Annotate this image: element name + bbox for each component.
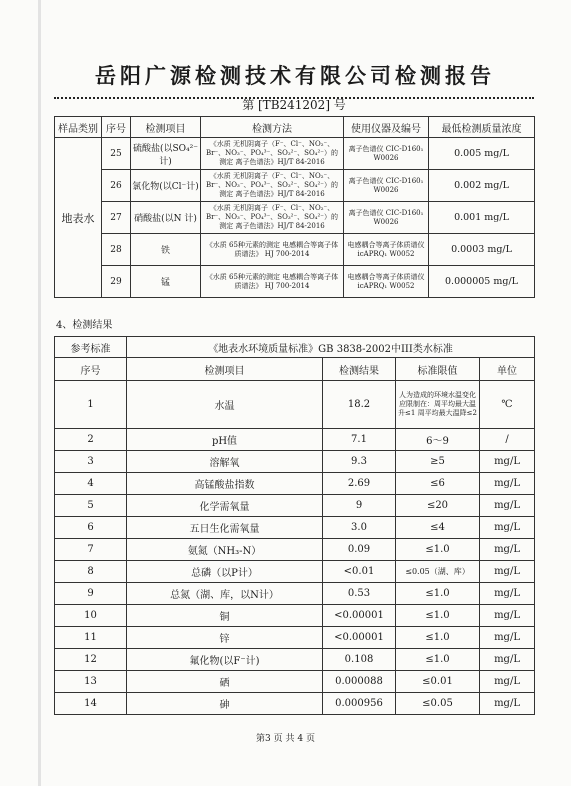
header-cell: 序号	[55, 358, 127, 381]
standard-limit: ≤0.05（湖、库）	[396, 561, 480, 583]
test-item: 水温	[127, 381, 323, 429]
detection-limit: 0.005 mg/L	[429, 138, 535, 170]
standard-limit: 人为造成的环境水温变化应限制在：周平均最大温升≤1 周平均最大温降≤2	[396, 381, 480, 429]
test-result: 0.09	[323, 539, 396, 561]
detection-limit: 0.000005 mg/L	[429, 266, 535, 298]
test-result: 0.53	[323, 583, 396, 605]
row-number: 11	[55, 627, 127, 649]
standard-limit: ≤1.0	[396, 649, 480, 671]
table-row	[55, 495, 535, 517]
instrument: 电感耦合等离子体质谱仪icAPRQ₁ W0052	[344, 234, 429, 266]
test-item: 氯化物(以Cl⁻计)	[131, 170, 201, 202]
test-method: 《水质 无机阴离子（F⁻、Cl⁻、NO₂⁻、Br⁻、NO₃⁻、PO₄³⁻、SO₃²⁻、SO₄²⁻）的测定 离子色谱法》HJ/T 84-2016	[201, 202, 344, 234]
results-table	[54, 336, 535, 715]
table-row	[55, 202, 535, 234]
table-row	[55, 170, 535, 202]
unit: mg/L	[480, 561, 535, 583]
test-method: 《水质 无机阴离子（F⁻、Cl⁻、NO₂⁻、Br⁻、NO₃⁻、PO₄³⁻、SO₃²⁻、SO₄²⁻）的测定 离子色谱法》HJ/T 84-2016	[201, 138, 344, 170]
unit: mg/L	[480, 605, 535, 627]
standard-limit: ≤6	[396, 473, 480, 495]
table-row	[55, 539, 535, 561]
standard-label: 参考标准	[55, 337, 127, 358]
header-cell: 标准限值	[396, 358, 480, 381]
methods-header-row	[55, 117, 535, 138]
test-item: 高锰酸盐指数	[127, 473, 323, 495]
detection-limit: 0.001 mg/L	[429, 202, 535, 234]
test-item: 氨氮（NH₃-N）	[127, 539, 323, 561]
row-number: 7	[55, 539, 127, 561]
test-item: 化学需氧量	[127, 495, 323, 517]
test-result: 0.000088	[323, 671, 396, 693]
table-row	[55, 451, 535, 473]
standard-limit: ≤1.0	[396, 627, 480, 649]
test-item: 硒	[127, 671, 323, 693]
row-number: 6	[55, 517, 127, 539]
header-cell: 最低检测质量浓度	[429, 117, 535, 138]
row-number: 13	[55, 671, 127, 693]
row-number: 29	[102, 266, 131, 298]
row-number: 14	[55, 693, 127, 715]
table-row	[55, 583, 535, 605]
unit: ℃	[480, 381, 535, 429]
unit: mg/L	[480, 627, 535, 649]
unit: mg/L	[480, 583, 535, 605]
instrument: 电感耦合等离子体质谱仪icAPRQ₁ W0052	[344, 266, 429, 298]
test-result: 18.2	[323, 381, 396, 429]
table-row	[55, 381, 535, 429]
table-row	[55, 517, 535, 539]
standard-value: 《地表水环境质量标准》GB 3838-2002中III类水标准	[127, 337, 535, 358]
test-item: 锰	[131, 266, 201, 298]
unit: mg/L	[480, 693, 535, 715]
table-row	[55, 473, 535, 495]
test-result: 2.69	[323, 473, 396, 495]
instrument: 离子色谱仪 CIC-D160₁ W0026	[344, 170, 429, 202]
test-result: <0.00001	[323, 605, 396, 627]
test-item: 锌	[127, 627, 323, 649]
test-item: 总磷（以P计）	[127, 561, 323, 583]
standard-limit: ≤0.01	[396, 671, 480, 693]
test-result: 9	[323, 495, 396, 517]
report-title: 岳阳广源检测技术有限公司检测报告	[95, 64, 495, 88]
table-row	[55, 234, 535, 266]
test-item: 硝酸盐(以N 计)	[131, 202, 201, 234]
instrument: 离子色谱仪 CIC-D160₁ W0026	[344, 138, 429, 170]
section-heading: 4、检测结果	[56, 320, 113, 331]
row-number: 1	[55, 381, 127, 429]
row-number: 12	[55, 649, 127, 671]
unit: /	[480, 429, 535, 451]
test-item: 砷	[127, 693, 323, 715]
unit: mg/L	[480, 495, 535, 517]
unit: mg/L	[480, 517, 535, 539]
test-item: 铜	[127, 605, 323, 627]
row-number: 27	[102, 202, 131, 234]
test-result: 0.000956	[323, 693, 396, 715]
header-cell: 序号	[102, 117, 131, 138]
row-number: 8	[55, 561, 127, 583]
standard-limit: ≤0.05	[396, 693, 480, 715]
row-number: 9	[55, 583, 127, 605]
sample-category: 地表水	[55, 138, 102, 298]
test-result: 7.1	[323, 429, 396, 451]
test-result: 3.0	[323, 517, 396, 539]
test-item: 五日生化需氧量	[127, 517, 323, 539]
table-row	[55, 649, 535, 671]
unit: mg/L	[480, 451, 535, 473]
test-item: pH值	[127, 429, 323, 451]
standard-limit: ≤4	[396, 517, 480, 539]
test-item: 总氮（湖、库，以N计）	[127, 583, 323, 605]
header-cell: 检测结果	[323, 358, 396, 381]
test-result: 9.3	[323, 451, 396, 473]
report-number: 第 [TB241202] 号	[242, 98, 346, 112]
table-row	[55, 627, 535, 649]
header-cell: 检测方法	[201, 117, 344, 138]
page-footer: 第3 页 共 4 页	[256, 734, 315, 744]
table-row	[55, 266, 535, 298]
test-item: 氟化物(以F⁻计)	[127, 649, 323, 671]
row-number: 28	[102, 234, 131, 266]
instrument: 离子色谱仪 CIC-D160₁ W0026	[344, 202, 429, 234]
test-result: 0.108	[323, 649, 396, 671]
table-row	[55, 429, 535, 451]
header-cell: 检测项目	[131, 117, 201, 138]
standard-limit: ≤1.0	[396, 583, 480, 605]
table-row	[55, 671, 535, 693]
row-number: 5	[55, 495, 127, 517]
table-row	[55, 693, 535, 715]
unit: mg/L	[480, 473, 535, 495]
row-number: 25	[102, 138, 131, 170]
header-cell: 样品类别	[55, 117, 102, 138]
methods-table	[54, 116, 535, 298]
row-number: 2	[55, 429, 127, 451]
header-cell: 使用仪器及编号	[344, 117, 429, 138]
unit: mg/L	[480, 649, 535, 671]
test-result: <0.00001	[323, 627, 396, 649]
header-cell: 检测项目	[127, 358, 323, 381]
test-method: 《水质 65种元素的测定 电感耦合等离子体质谱法》 HJ 700-2014	[201, 234, 344, 266]
detection-limit: 0.002 mg/L	[429, 170, 535, 202]
test-item: 铁	[131, 234, 201, 266]
table-row	[55, 138, 535, 170]
test-item: 硫酸盐(以SO₄²⁻计)	[131, 138, 201, 170]
row-number: 10	[55, 605, 127, 627]
test-item: 溶解氧	[127, 451, 323, 473]
standard-limit: 6～9	[396, 429, 480, 451]
standard-limit: ≤1.0	[396, 539, 480, 561]
row-number: 4	[55, 473, 127, 495]
results-header-row	[55, 358, 535, 381]
binding-margin-strip	[38, 0, 41, 786]
row-number: 3	[55, 451, 127, 473]
detection-limit: 0.0003 mg/L	[429, 234, 535, 266]
header-cell: 单位	[480, 358, 535, 381]
standard-limit: ≤1.0	[396, 605, 480, 627]
unit: mg/L	[480, 539, 535, 561]
table-row	[55, 605, 535, 627]
test-result: <0.01	[323, 561, 396, 583]
standard-limit: ≤20	[396, 495, 480, 517]
test-method: 《水质 65种元素的测定 电感耦合等离子体质谱法》 HJ 700-2014	[201, 266, 344, 298]
row-number: 26	[102, 170, 131, 202]
test-method: 《水质 无机阴离子（F⁻、Cl⁻、NO₂⁻、Br⁻、NO₃⁻、PO₄³⁻、SO₃²⁻、SO₄²⁻）的测定 离子色谱法》HJ/T 84-2016	[201, 170, 344, 202]
table-row	[55, 561, 535, 583]
standard-row	[55, 337, 535, 358]
unit: mg/L	[480, 671, 535, 693]
standard-limit: ≥5	[396, 451, 480, 473]
